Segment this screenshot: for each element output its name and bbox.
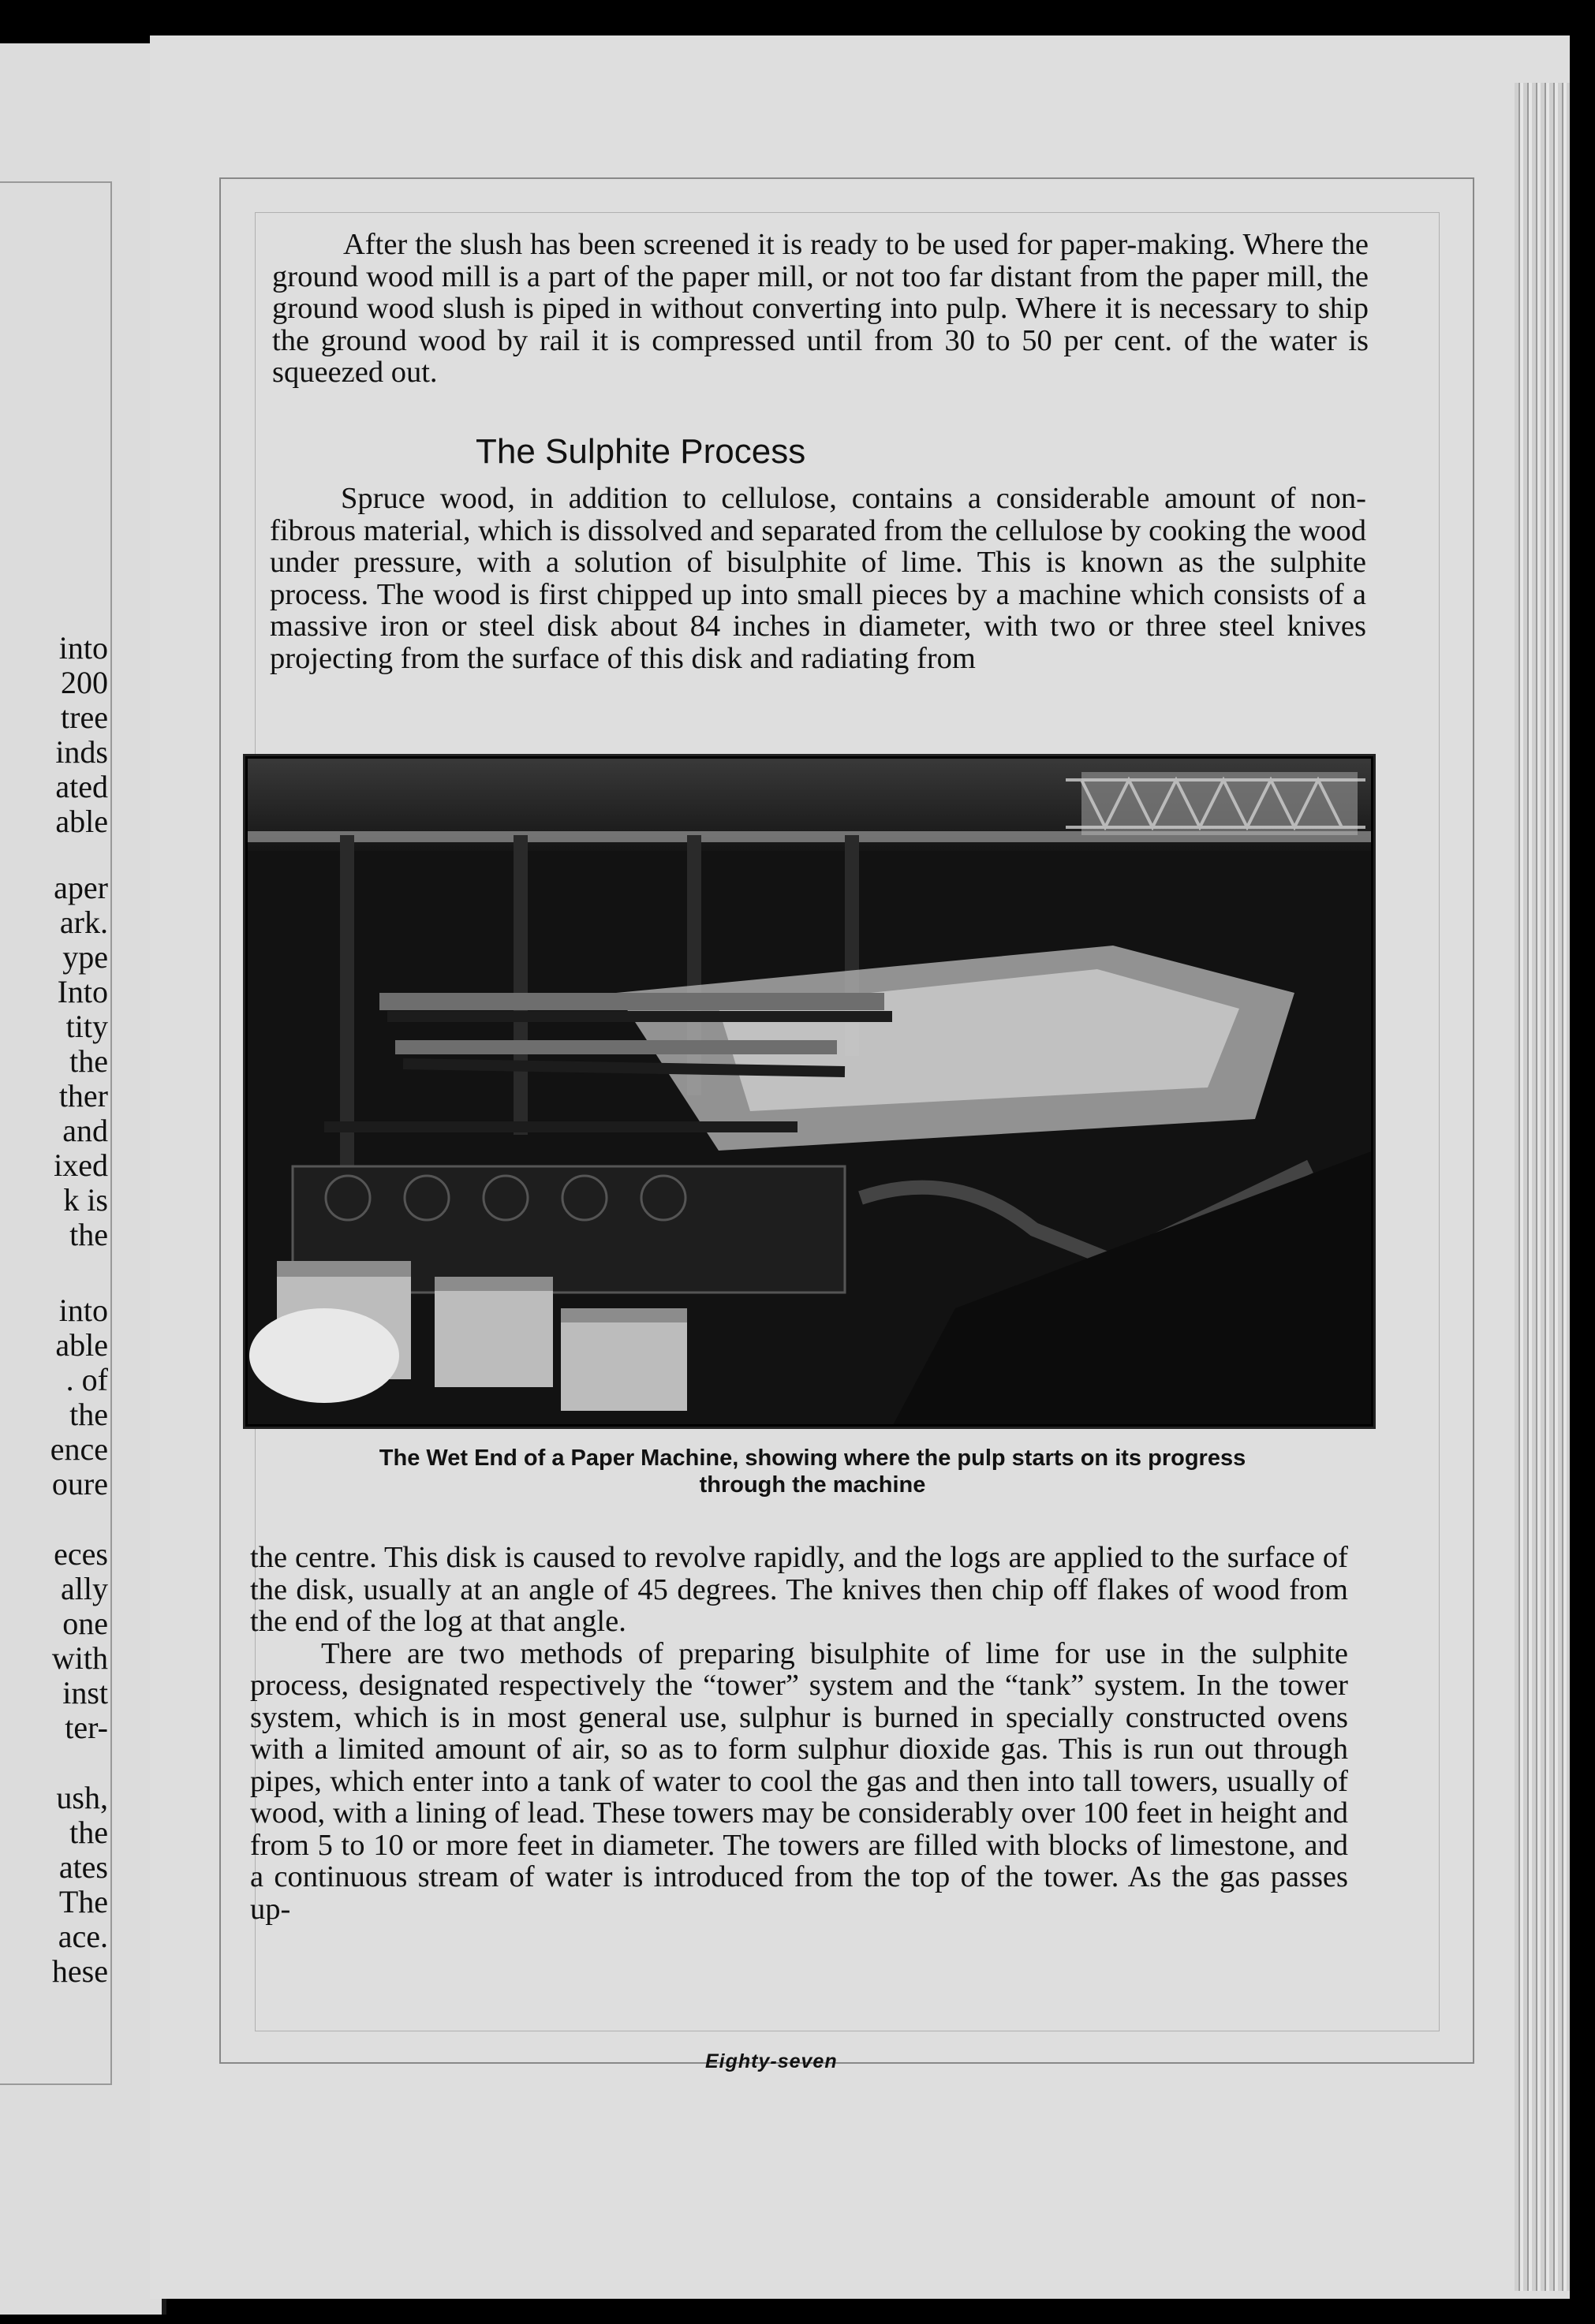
continuation-text-block xyxy=(250,1542,1348,1925)
fragment-line: eces xyxy=(54,1536,108,1572)
fragment-line: the xyxy=(69,1217,108,1252)
fragment-line: ter- xyxy=(65,1710,108,1745)
scan-margin xyxy=(1570,0,1595,2324)
fragment-line: ally xyxy=(61,1571,108,1606)
methods-paragraph: There are two methods of preparing bisulphite of lime for use in the sulphite process, designated respectively the “tower” system and the “tank” system. In the tower system, which is in most general use, sulphur is burned in specially constructed ovens with a limited amount of air, so as to form sulphur dioxide gas. This is run out through pipes, which enter into a tank of water to cool the gas and then into tall towers, usually of wood, with a lining of lead. These towers may be considerably over 100 feet in height and from 5 to 10 or more feet in diameter. The towers are filled with blocks of limestone, and a continuous stream of water is introduced from the top of the tower. As the gas passes up- xyxy=(250,1636,1348,1926)
fragment-line: one xyxy=(62,1606,108,1641)
fragment-line: hese xyxy=(51,1953,108,1989)
paper-machine-illustration xyxy=(245,756,1373,1427)
sulphite-paragraph: Spruce wood, in addition to cellulose, contains a considerable amount of non-fibrous material, which is dissolved and separated from the cellulose by cooking the wood under pressure, with a solution of bisulphite of lime. This is known as the sulphite process. The wood is first chipped up into small pieces by a machine which consists of a massive iron or steel disk about 84 inches in diameter, with two or three steel knives projecting from the surface of this disk and radiating from xyxy=(270,482,1366,675)
fragment-line: ace. xyxy=(58,1919,108,1954)
fragment-line: into xyxy=(58,1293,108,1328)
page-number: Eighty-seven xyxy=(705,2050,838,2072)
photo-caption xyxy=(252,1445,1373,1498)
intro-text-block xyxy=(272,229,1369,389)
caption-line-1: The Wet End of a Paper Machine, showing where the pulp starts on its progress xyxy=(379,1446,1246,1471)
fragment-line: ush, xyxy=(56,1780,108,1815)
section-heading: The Sulphite Process xyxy=(476,432,806,471)
fragment-line: and xyxy=(62,1113,108,1148)
page-edges xyxy=(1515,83,1570,2291)
fragment-line: able xyxy=(55,804,108,839)
fragment-line: The xyxy=(58,1884,108,1919)
fragment-line: ther xyxy=(58,1078,108,1114)
fragment-line: 200 xyxy=(61,665,108,700)
fragment-line: ence xyxy=(50,1431,108,1467)
fragment-line: ates xyxy=(58,1849,108,1885)
fragment-line: into xyxy=(58,630,108,666)
fragment-line: able xyxy=(55,1327,108,1363)
paper-machine-photo xyxy=(243,754,1376,1429)
fragment-line: ated xyxy=(55,769,108,804)
fragment-line: ixed xyxy=(54,1147,108,1183)
fragment-line: oure xyxy=(51,1466,108,1501)
continuation-paragraph: the centre. This disk is caused to revolve rapidly, and the logs are applied to the surface of the disk, usually at an angle of 45 degrees. The knives then chip off flakes of wood from the end of the log at that angle. xyxy=(250,1541,1348,1638)
fragment-line: tity xyxy=(65,1009,108,1044)
fragment-line: the xyxy=(69,1397,108,1432)
fragment-line: inds xyxy=(55,734,108,770)
facing-page-text xyxy=(0,631,108,1989)
fragment-line: k is xyxy=(63,1182,108,1218)
intro-paragraph: After the slush has been screened it is ready to be used for paper-making. Where the ground wood mill is a part of the paper mill, or not too far distant from the paper mill, the ground wood slush is piped in without converting into pulp. Where it is necessary to ship the ground wood by rail it is compressed until from 30 to 50 per cent. of the water is squeezed out. xyxy=(272,228,1369,389)
caption-line-2: through the machine xyxy=(699,1472,926,1498)
fragment-line: the xyxy=(69,1043,108,1079)
fragment-line: ark. xyxy=(59,905,108,940)
fragment-line: the xyxy=(69,1815,108,1850)
facing-page xyxy=(0,43,166,2315)
fragment-line: inst xyxy=(62,1675,108,1710)
fragment-line: aper xyxy=(54,870,108,905)
fragment-line: Into xyxy=(57,974,108,1009)
fragment-line: with xyxy=(51,1640,108,1676)
fragment-line: tree xyxy=(61,699,108,735)
fragment-line: ype xyxy=(62,939,108,975)
sulphite-text-block xyxy=(270,483,1366,674)
fragment-line: . of xyxy=(65,1362,108,1397)
